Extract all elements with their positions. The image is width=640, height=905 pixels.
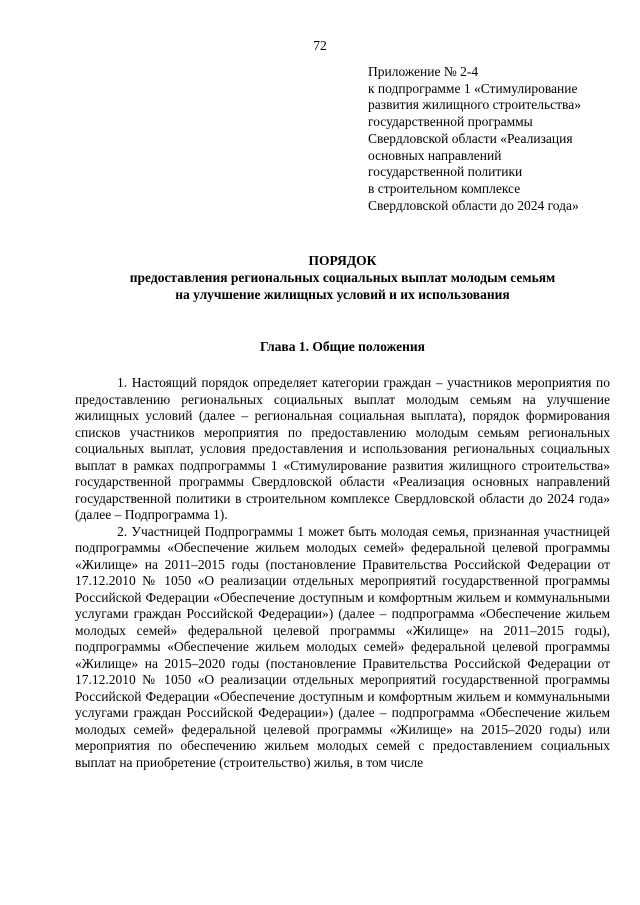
paragraph: 2. Участницей Подпрограммы 1 может быть молодая семья, признанная участницей подпрограммы «Обеспечение жильем молодых семей» федеральной целевой программы «Жилище» на 2011–2015 годы (постановление Правительства Российской Федерации от 17.12.2010 № 1050 «О реализации отдельных мероприятий государственной программы Российской Федерации «Обеспечение доступным и комфортным жильем и коммунальными услугами граждан Российской Федерации») (далее – подпрограмма «Обеспечение жильем молодых семей» федеральной целевой программы «Жилище» на 2011–2015 годы), подпрограммы «Обеспечение жильем молодых семей» федеральной целевой программы «Жилище» на 2015–2020 годы (постановление Правительства Российской Федерации от 17.12.2010 № 1050 «О реализации отдельных мероприятий государственной программы Российской Федерации «Обеспечение доступным и комфортным жильем и коммунальными услугами граждан Российской Федерации») (далее – подпрограмма «Обеспечение жильем молодых семей» федеральной целевой программы «Жилище» на 2015–2020 годы) или мероприятия по обеспечению жильем молодых семей с предоставлением социальных выплат на приобретение (строительство) жилья, в том числе <box>75 523 610 770</box>
paragraph: 1. Настоящий порядок определяет категории граждан – участников мероприятия по предоставлению региональных социальных выплат молодым семьям на улучшение жилищных условий (далее – региональная социальная выплата), порядок формирования списков участников мероприятия по предоставлению молодым семьям региональных социальных выплат, условия предоставления и использования региональных социальных выплат в рамках подпрограммы 1 «Стимулирование развития жилищного строительства» государственной программы Свердловской области «Реализация основных направлений государственной политики в строительном комплексе Свердловской области до 2024 года» (далее – Подпрограмма 1). <box>75 375 610 522</box>
document-subtitle-line: на улучшение жилищных условий и их использования <box>175 287 510 302</box>
appendix-line: Свердловской области «Реализация <box>368 130 573 146</box>
appendix-line: развития жилищного строительства» <box>368 97 581 113</box>
page-number: 72 <box>313 38 327 53</box>
appendix-line: основных направлений <box>368 147 502 163</box>
document-subtitle-line: предоставления региональных социальных выплат молодым семьям <box>129 270 556 285</box>
appendix-line: государственной программы <box>368 114 533 130</box>
document-title-block <box>75 252 610 303</box>
appendix-line: в строительном комплексе <box>368 180 521 196</box>
appendix-line: к подпрограмме 1 «Стимулирование <box>368 80 578 96</box>
appendix-line: Свердловской области до 2024 года» <box>368 197 579 213</box>
appendix-note <box>368 64 630 214</box>
appendix-line: Приложение № 2-4 <box>368 64 479 79</box>
chapter-heading: Глава 1. Общие положения <box>260 339 425 354</box>
document-title: ПОРЯДОК <box>308 253 377 268</box>
appendix-line: государственной политики <box>368 164 523 180</box>
body-text <box>75 375 610 771</box>
